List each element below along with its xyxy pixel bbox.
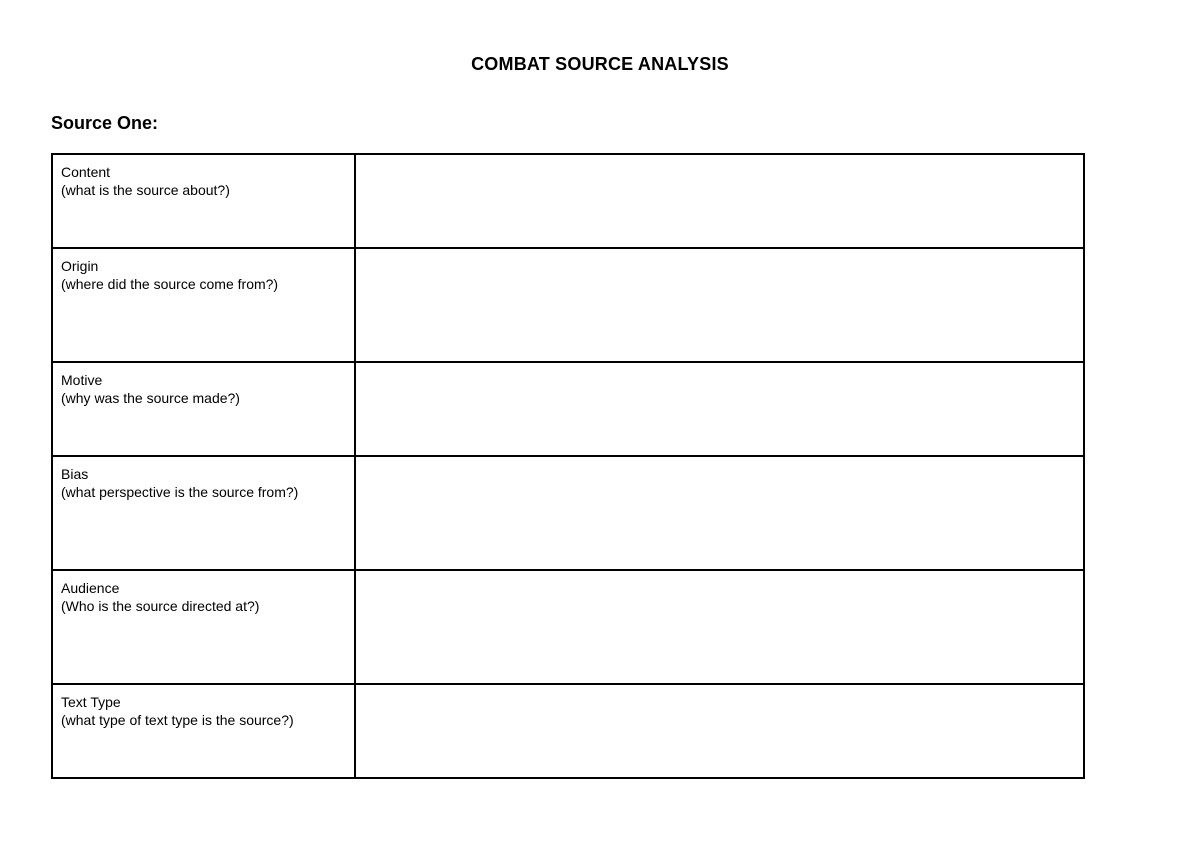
label-cell <box>52 362 355 456</box>
row-question: (what is the source about?) <box>61 182 230 198</box>
label-cell <box>52 684 355 778</box>
section-heading: Source One: <box>51 113 159 133</box>
row-label: Origin <box>61 258 99 274</box>
document-title: COMBAT SOURCE ANALYSIS <box>471 54 729 74</box>
row-label: Content <box>61 164 111 180</box>
table-row-motive <box>52 362 1084 456</box>
row-question: (why was the source made?) <box>61 390 240 406</box>
answer-cell-motive[interactable] <box>355 362 1084 456</box>
row-question: (where did the source come from?) <box>61 276 279 292</box>
table-row-text-type <box>52 684 1084 778</box>
answer-cell-audience[interactable] <box>355 570 1084 684</box>
row-question: (Who is the source directed at?) <box>61 598 260 614</box>
label-cell <box>52 456 355 570</box>
answer-cell-content[interactable] <box>355 154 1084 248</box>
table-row-origin <box>52 248 1084 362</box>
row-label: Audience <box>61 580 120 596</box>
row-question: (what perspective is the source from?) <box>61 484 299 500</box>
row-label: Text Type <box>61 694 121 710</box>
label-cell <box>52 570 355 684</box>
answer-cell-bias[interactable] <box>355 456 1084 570</box>
table-row-audience <box>52 570 1084 684</box>
table-row-bias <box>52 456 1084 570</box>
label-cell <box>52 248 355 362</box>
row-question: (what type of text type is the source?) <box>61 712 294 728</box>
answer-cell-text-type[interactable] <box>355 684 1084 778</box>
table-row-content <box>52 154 1084 248</box>
row-label: Motive <box>61 372 103 388</box>
answer-cell-origin[interactable] <box>355 248 1084 362</box>
label-cell <box>52 154 355 248</box>
row-label: Bias <box>61 466 89 482</box>
analysis-table <box>51 153 1085 779</box>
